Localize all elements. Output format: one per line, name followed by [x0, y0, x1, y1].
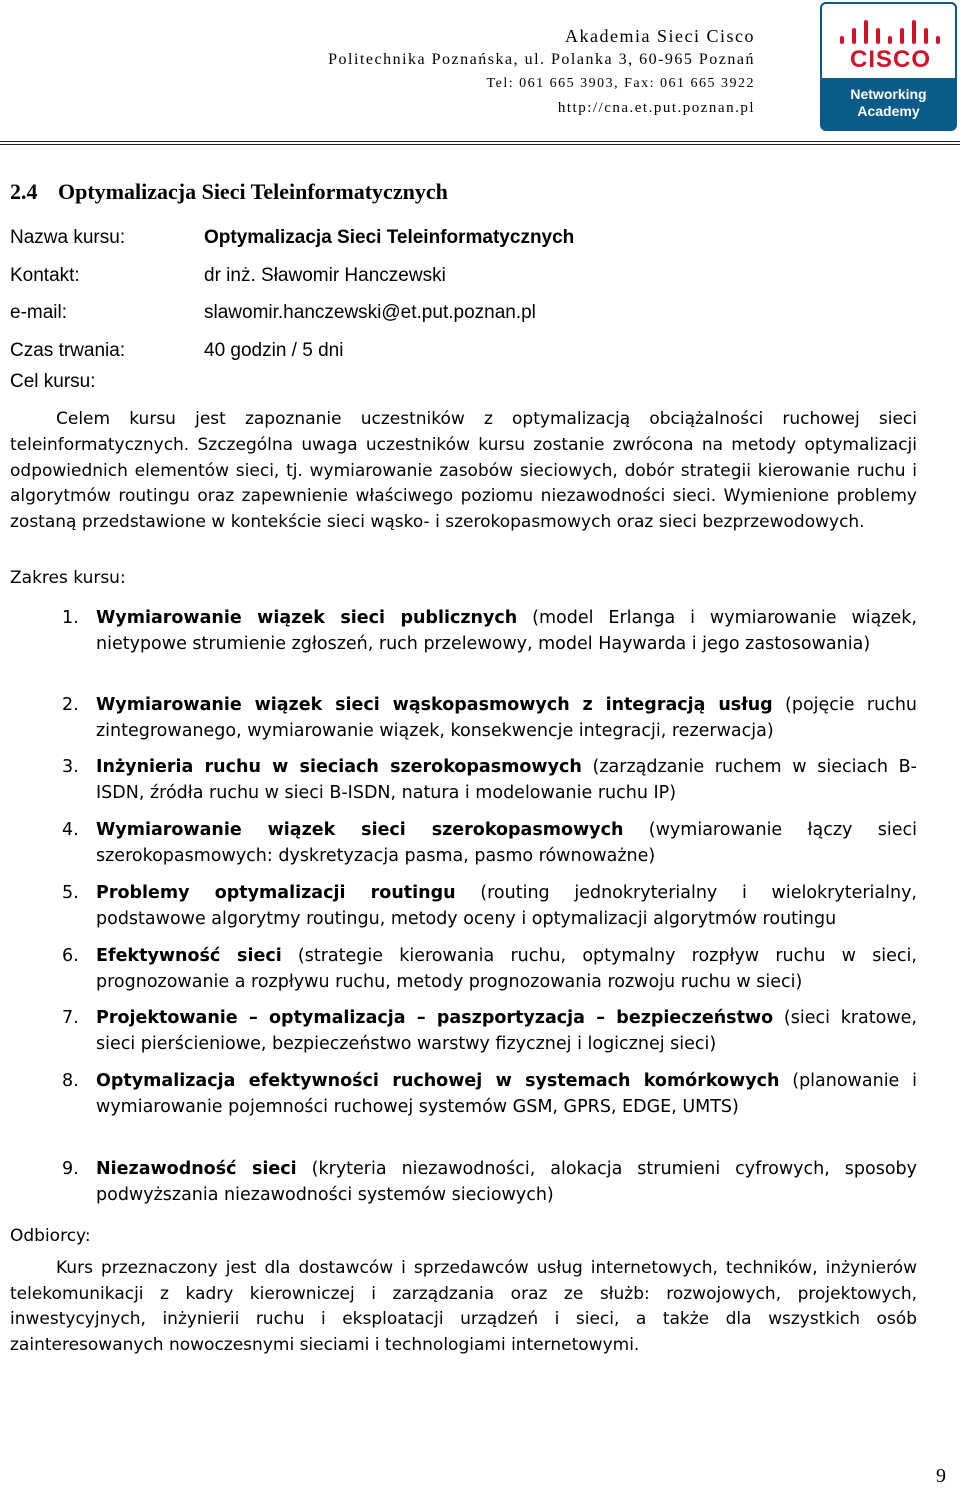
list-item [10, 1157, 917, 1217]
logo-caption-line2: Academy [857, 103, 920, 119]
audience-label: Odbiorcy: [10, 1226, 91, 1246]
list-item-number: 7. [62, 1008, 79, 1028]
letterhead [200, 24, 755, 120]
email-value: slawomir.hanczewski@et.put.poznan.pl [204, 302, 536, 323]
logo-top-panel [820, 2, 957, 80]
list-item-title: Wymiarowanie wiązek sieci wąskopasmowych z integracją usług [96, 695, 773, 715]
list-item-title: Efektywność sieci [96, 946, 282, 966]
list-item [10, 606, 917, 693]
section-title-text: Optymalizacja Sieci Teleinformatycznych [58, 179, 448, 204]
list-item-title: Niezawodność sieci [96, 1159, 297, 1179]
section-number: 2.4 [10, 179, 38, 204]
list-item-desc: (sieci kratowe, sieci pierścieniowe, bezpieczeństwo warstwy fizycznej i logicznej sieci) [96, 1008, 917, 1054]
university-address: Politechnika Poznańska, ul. Polanka 3, 60-965 Poznań [328, 51, 755, 68]
duration-value: 40 godzin / 5 dni [204, 339, 344, 361]
list-item-number: 9. [62, 1159, 79, 1179]
list-item-title: Wymiarowanie wiązek sieci publicznych [96, 608, 518, 628]
phone-fax: Tel: 061 665 3903, Fax: 061 665 3922 [486, 76, 755, 91]
scope-list [10, 606, 917, 1217]
list-item-title: Inżynieria ruchu w sieciach szerokopasmowych [96, 757, 582, 777]
list-item-number: 5. [62, 883, 79, 903]
course-name-value: Optymalizacja Sieci Teleinformatycznych [204, 227, 575, 248]
duration-label: Czas trwania: [10, 339, 126, 361]
list-item-number: 6. [62, 946, 79, 966]
list-item-desc: (zarządzanie ruchem w sieciach B-ISDN, źródła ruchu w sieci B-ISDN, natura i modelowanie ruchu IP) [96, 757, 917, 803]
list-item [10, 693, 917, 755]
email-label: e-mail: [10, 302, 68, 323]
info-row-duration [10, 337, 940, 375]
list-item-desc: (model Erlanga i wymiarowanie wiązek, nietypowe strumienie zgłoszeń, ruch przelewowy, model Haywarda i jego zastosowania) [96, 608, 917, 654]
list-item-desc: (strategie kierowania ruchu, optymalny rozpływ ruchu w sieci, prognozowanie a rozpływu ruchu, metody prognozowania rozwoju ruchu w sieci) [96, 946, 917, 992]
list-item-number: 3. [62, 757, 79, 777]
academy-name: Akademia Sieci Cisco [565, 26, 755, 46]
course-info [10, 224, 940, 374]
list-item-number: 1. [62, 608, 79, 628]
list-item-desc: (routing jednokryterialny i wielokryterialny, podstawowe algorytmy routingu, metody oceny i optymalizacji algorytmów routingu [96, 883, 917, 929]
page-number: 9 [936, 1465, 946, 1487]
list-item [10, 755, 917, 818]
list-item-number: 4. [62, 820, 79, 840]
list-item [10, 881, 917, 944]
cisco-wordmark: CISCO [849, 46, 931, 73]
goal-description: Celem kursu jest zapoznanie uczestników z optymalizacją obciążalności ruchowej sieci teleinformatycznych. Szczególna uwaga uczestników kursu zostanie zwrócona na metody optymalizacji odpowiednich elementów sieci, tj. wymiarowanie zasobów sieciowych, dobór strategii kierowanie ruchu i algorytmów routingu oraz zapewnienie właściwego poziomu niezawodności sieci. Wymienione problemy zostaną przedstawione w kontekście sieci wąsko- i szerokopasmowych oraz sieci bezprzewodowych. [10, 409, 917, 533]
list-item-title: Wymiarowanie wiązek sieci szerokopasmowych [96, 820, 624, 840]
header-rule [0, 141, 960, 145]
list-item-title: Optymalizacja efektywności ruchowej w systemach komórkowych [96, 1071, 780, 1091]
course-name-label: Nazwa kursu: [10, 227, 126, 248]
list-item-desc: (wymiarowanie łączy sieci szerokopasmowych: dyskretyzacja pasma, pasmo równoważne) [96, 820, 918, 866]
info-row-course-name [10, 224, 940, 262]
website-url: http://cna.et.put.poznan.pl [557, 100, 755, 116]
list-item-number: 8. [62, 1071, 79, 1091]
list-item [10, 1069, 917, 1157]
list-item-title: Problemy optymalizacji routingu [96, 883, 456, 903]
logo-caption-line1: Networking [850, 86, 927, 102]
list-item-title: Projektowanie – optymalizacja – paszportyzacja – bezpieczeństwo [96, 1008, 774, 1028]
logo-caption [820, 86, 957, 120]
section-title [10, 179, 448, 205]
info-row-email [10, 299, 940, 337]
list-item-desc: (kryteria niezawodności, alokacja strumieni cyfrowych, sposoby podwyższania niezawodności systemów sieciowych) [96, 1159, 917, 1205]
list-item [10, 944, 917, 1006]
list-item [10, 1006, 917, 1069]
info-row-contact [10, 262, 940, 300]
cisco-bars-icon [840, 14, 940, 44]
audience-description: Kurs przeznaczony jest dla dostawców i sprzedawców usług internetowych, techników, inżynierów telekomunikacji z kadry kierowniczej i zarządzania oraz ze służb: rozwojowych, projektowych, inwestycyjnych, inżynierii ruchu i eksploatacji urządzeń i sieci, a także dla wszystkich osób zainteresowanych nowoczesnymi sieciami i technologiami internetowymi. [10, 1258, 917, 1355]
list-item-number: 2. [62, 695, 79, 715]
scope-label: Zakres kursu: [10, 568, 126, 588]
cisco-networking-academy-logo [820, 2, 957, 131]
list-item [10, 818, 917, 881]
list-item-desc: (pojęcie ruchu zintegrowanego, wymiarowanie wiązek, konsekwencje integracji, rezerwacja) [96, 695, 917, 741]
goal-label: Cel kursu: [10, 371, 96, 392]
contact-label: Kontakt: [10, 264, 80, 286]
contact-value: dr inż. Sławomir Hanczewski [204, 264, 446, 286]
list-item-desc: (planowanie i wymiarowanie pojemności ruchowej systemów GSM, GPRS, EDGE, UMTS) [96, 1071, 917, 1117]
